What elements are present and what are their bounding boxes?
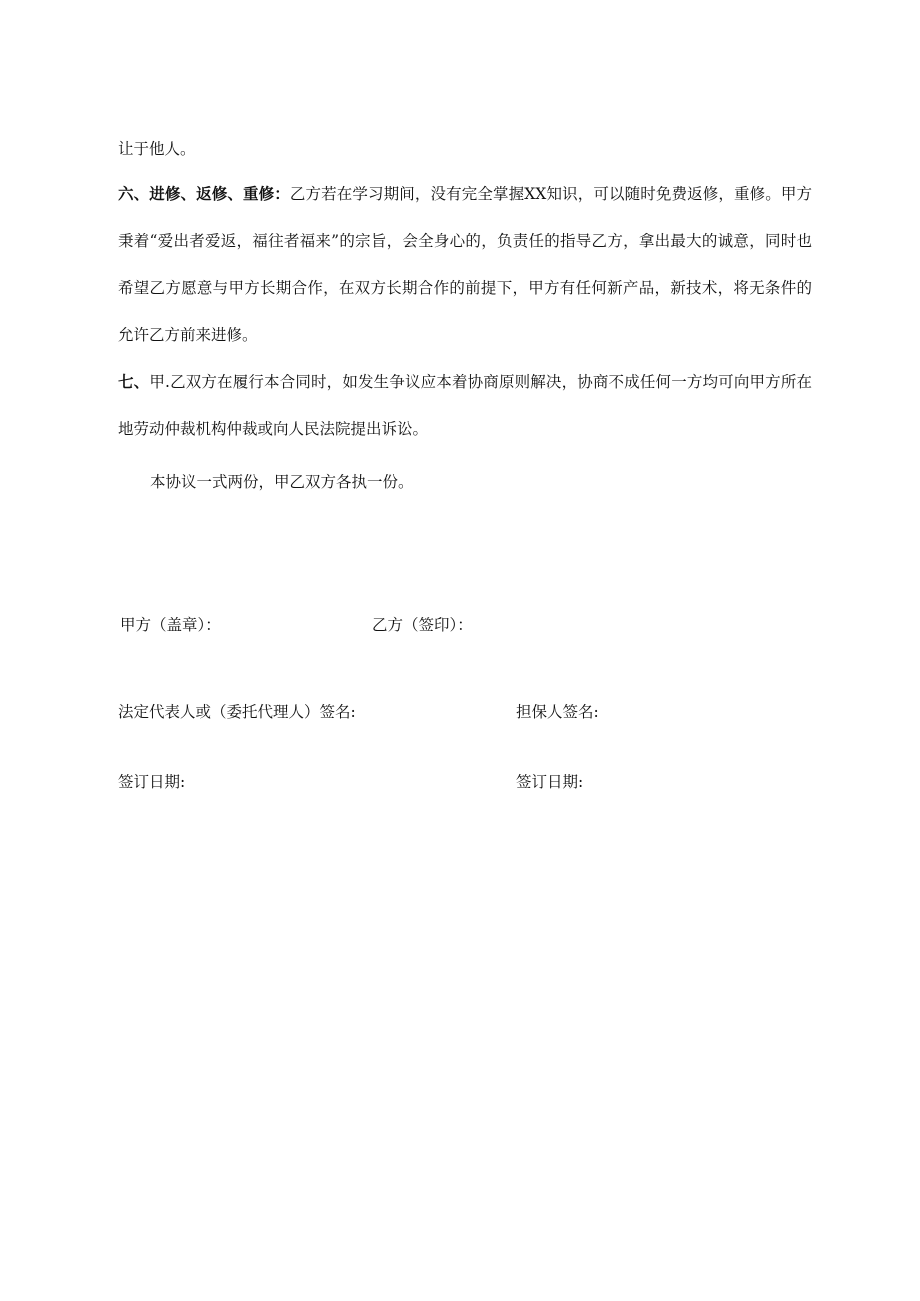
date-a-label: 签订日期:: [118, 773, 186, 791]
clause-6: [118, 170, 812, 359]
clause-7-heading: 七、: [118, 372, 150, 391]
guarantor-label: 担保人签名:: [516, 703, 599, 721]
party-b-sign-label: 乙方（签印）：: [372, 616, 473, 634]
clause-7-body: 甲.乙双方在履行本合同时，如发生争议应本着协商原则解决，协商不成任何一方均可向甲方所在地劳动仲裁机构仲裁或向人民法院提出诉讼。: [118, 373, 812, 438]
clause-7: [118, 358, 812, 453]
date-b-label: 签订日期:: [516, 773, 584, 791]
copies-note: 本协议一式两份，甲乙双方各执一份。: [150, 473, 414, 491]
clause-6-body: 乙方若在学习期间，没有完全掌握XX知识，可以随时免费返修，重修。甲方秉着“爱出者爱返，福往者福来”的宗旨，会全身心的，负责任的指导乙方，拿出最大的诚意，同时也希望乙方愿意与甲方长期合作，在双方长期合作的前提下，甲方有任何新产品，新技术，将无条件的允许乙方前来进修。: [118, 185, 812, 344]
legal-rep-label: 法定代表人或（委托代理人）签名:: [118, 703, 356, 721]
clause-6-heading: 六、进修、返修、重修：: [118, 184, 290, 203]
party-a-seal-label: 甲方（盖章）：: [120, 616, 221, 634]
continuation-text: 让于他人。: [118, 140, 196, 158]
